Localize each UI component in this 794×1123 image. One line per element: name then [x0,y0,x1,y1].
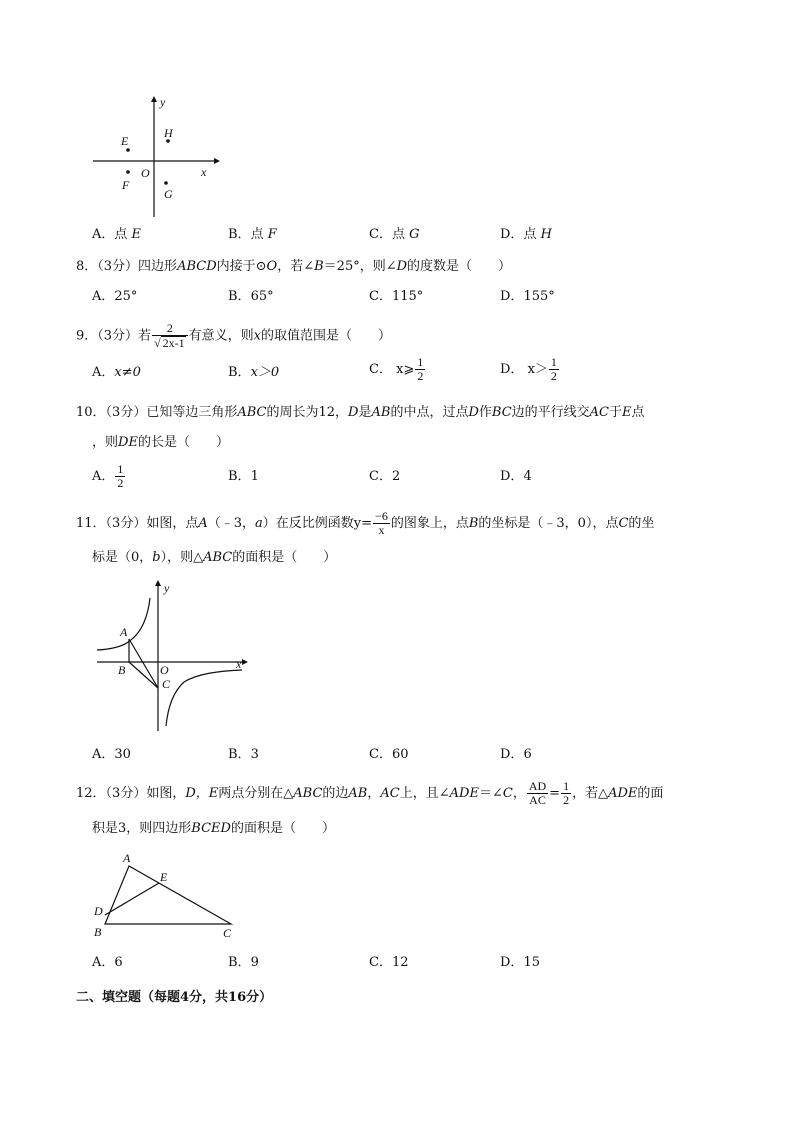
q11-stem-line1: 11．（3分）如图，点A（﹣3，a）在反比例函数y= $\frac{-6}{x}$ 的图象上，点B的坐标是（﹣3，0），点C的坐 [76,509,655,537]
q9-option-c[interactable]: C． x⩾ $\frac{1}{2}$ [369,355,424,383]
q8-stem: 8．（3分）四边形ABCD内接于⊙O，若∠B＝25°，则∠D的度数是（ ） [76,259,512,274]
origin-label: O [141,166,150,180]
point-g-label: G [164,187,173,201]
point-e-label: E [160,870,168,884]
q10-option-a[interactable]: A． $\frac{1}{2}$ [92,462,124,490]
q10-option-c[interactable]: C．2 [369,469,401,484]
point-h-label: H [164,126,173,140]
q11-hyperbola-figure [92,576,262,736]
point-f-label: F [122,178,130,192]
option-text: 点 [523,227,537,242]
q7-option-b[interactable] [228,226,277,244]
option-text: 点 [391,227,405,242]
q12-option-b[interactable]: B．9 [228,955,259,970]
y-axis-arrow [151,96,157,102]
segment-bc [129,662,158,688]
q11-option-a[interactable]: A．30 [92,747,131,762]
point-b-label: B [118,663,126,677]
segment-de [105,883,159,915]
q11-option-c[interactable]: C．60 [369,747,409,762]
x-axis-label: x [236,657,242,671]
y-axis-label: y [160,95,166,109]
hyperbola-branch-lower-right [166,670,242,726]
point-c-label: C [223,926,232,940]
y-axis-label: y [164,581,170,595]
q11-option-b[interactable]: B．3 [228,747,259,762]
point-e [126,148,130,152]
q7-coordinate-figure [88,92,228,222]
option-key: C． [369,227,392,242]
q7-option-d[interactable] [500,226,552,244]
q10-stem-line1: 10．（3分）已知等边三角形ABC的周长为12，D是AB的中点，过点D作BC边的平行线交AC于E点 [76,405,645,420]
q7-option-c[interactable] [369,226,420,244]
q12-option-d[interactable]: D．15 [500,955,540,970]
q11-option-d[interactable]: D．6 [500,747,532,762]
q12-triangle-figure [90,848,250,943]
x-axis-arrow [214,158,220,164]
q10-option-d[interactable]: D．4 [500,469,532,484]
q12-stem-line2: 积是3，则四边形BCED的面积是（ ） [92,821,335,836]
option-value: G [409,227,420,242]
q12-option-c[interactable]: C．12 [369,955,409,970]
q9-option-d[interactable]: D． x＞ $\frac{1}{2}$ [500,355,557,383]
point-e-label: E [121,134,129,148]
x-axis-label: x [201,165,207,179]
point-c-label: C [162,677,171,691]
q10-option-b[interactable]: B．1 [228,469,259,484]
q11-stem-line2: 标是（0，b），则△ABC的面积是（ ） [92,550,337,565]
point-d-label: D [94,904,103,918]
point-a-label: A [120,625,128,639]
option-value: H [540,227,552,242]
section-heading: 二、填空题（每题4分，共16分） [76,990,273,1005]
option-key: A． [92,227,115,242]
q8-option-b[interactable]: B．65° [228,289,274,304]
q9-option-b[interactable]: B．x＞0 [228,365,280,380]
q12-stem-line1: 12．（3分）如图，D，E两点分别在△ABC的边AB，AC上，且∠ADE＝∠C， $\frac{AD}{AC}$ = $\frac{1}{2}$ ，若△ADE的面 [76,779,664,807]
point-f [126,170,130,174]
q10-stem-line2: ，则DE的长是（ ） [92,435,229,450]
option-text: 点 [250,227,264,242]
q7-option-a[interactable] [92,226,141,244]
q8-option-c[interactable]: C．115° [369,289,424,304]
option-value: F [267,227,277,242]
x-axis-arrow [242,659,248,665]
option-text: 点 [114,227,128,242]
triangle-abc [105,866,231,924]
point-a-label: A [123,851,131,865]
q8-option-d[interactable]: D．155° [500,289,555,304]
point-b-label: B [94,925,102,939]
option-value: E [131,227,142,242]
q12-option-a[interactable]: A．6 [92,955,123,970]
q9-stem: 9．（3分）若 $\frac{2}{√ 2x-1}$ 有意义，则x的取值范围是（ ） [76,321,392,350]
q9-option-a[interactable]: A．x≠0 [92,365,141,380]
q8-option-a[interactable]: A．25° [92,289,138,304]
segment-ac [129,639,158,688]
hyperbola-branch-upper-left [97,598,150,650]
origin-label: O [160,663,169,677]
y-axis-arrow [155,580,161,586]
option-key: D． [500,227,524,242]
q9-fraction: $\frac{2}{√ 2x-1}$ [152,322,188,350]
point-g [164,181,168,185]
option-key: B． [228,227,251,242]
